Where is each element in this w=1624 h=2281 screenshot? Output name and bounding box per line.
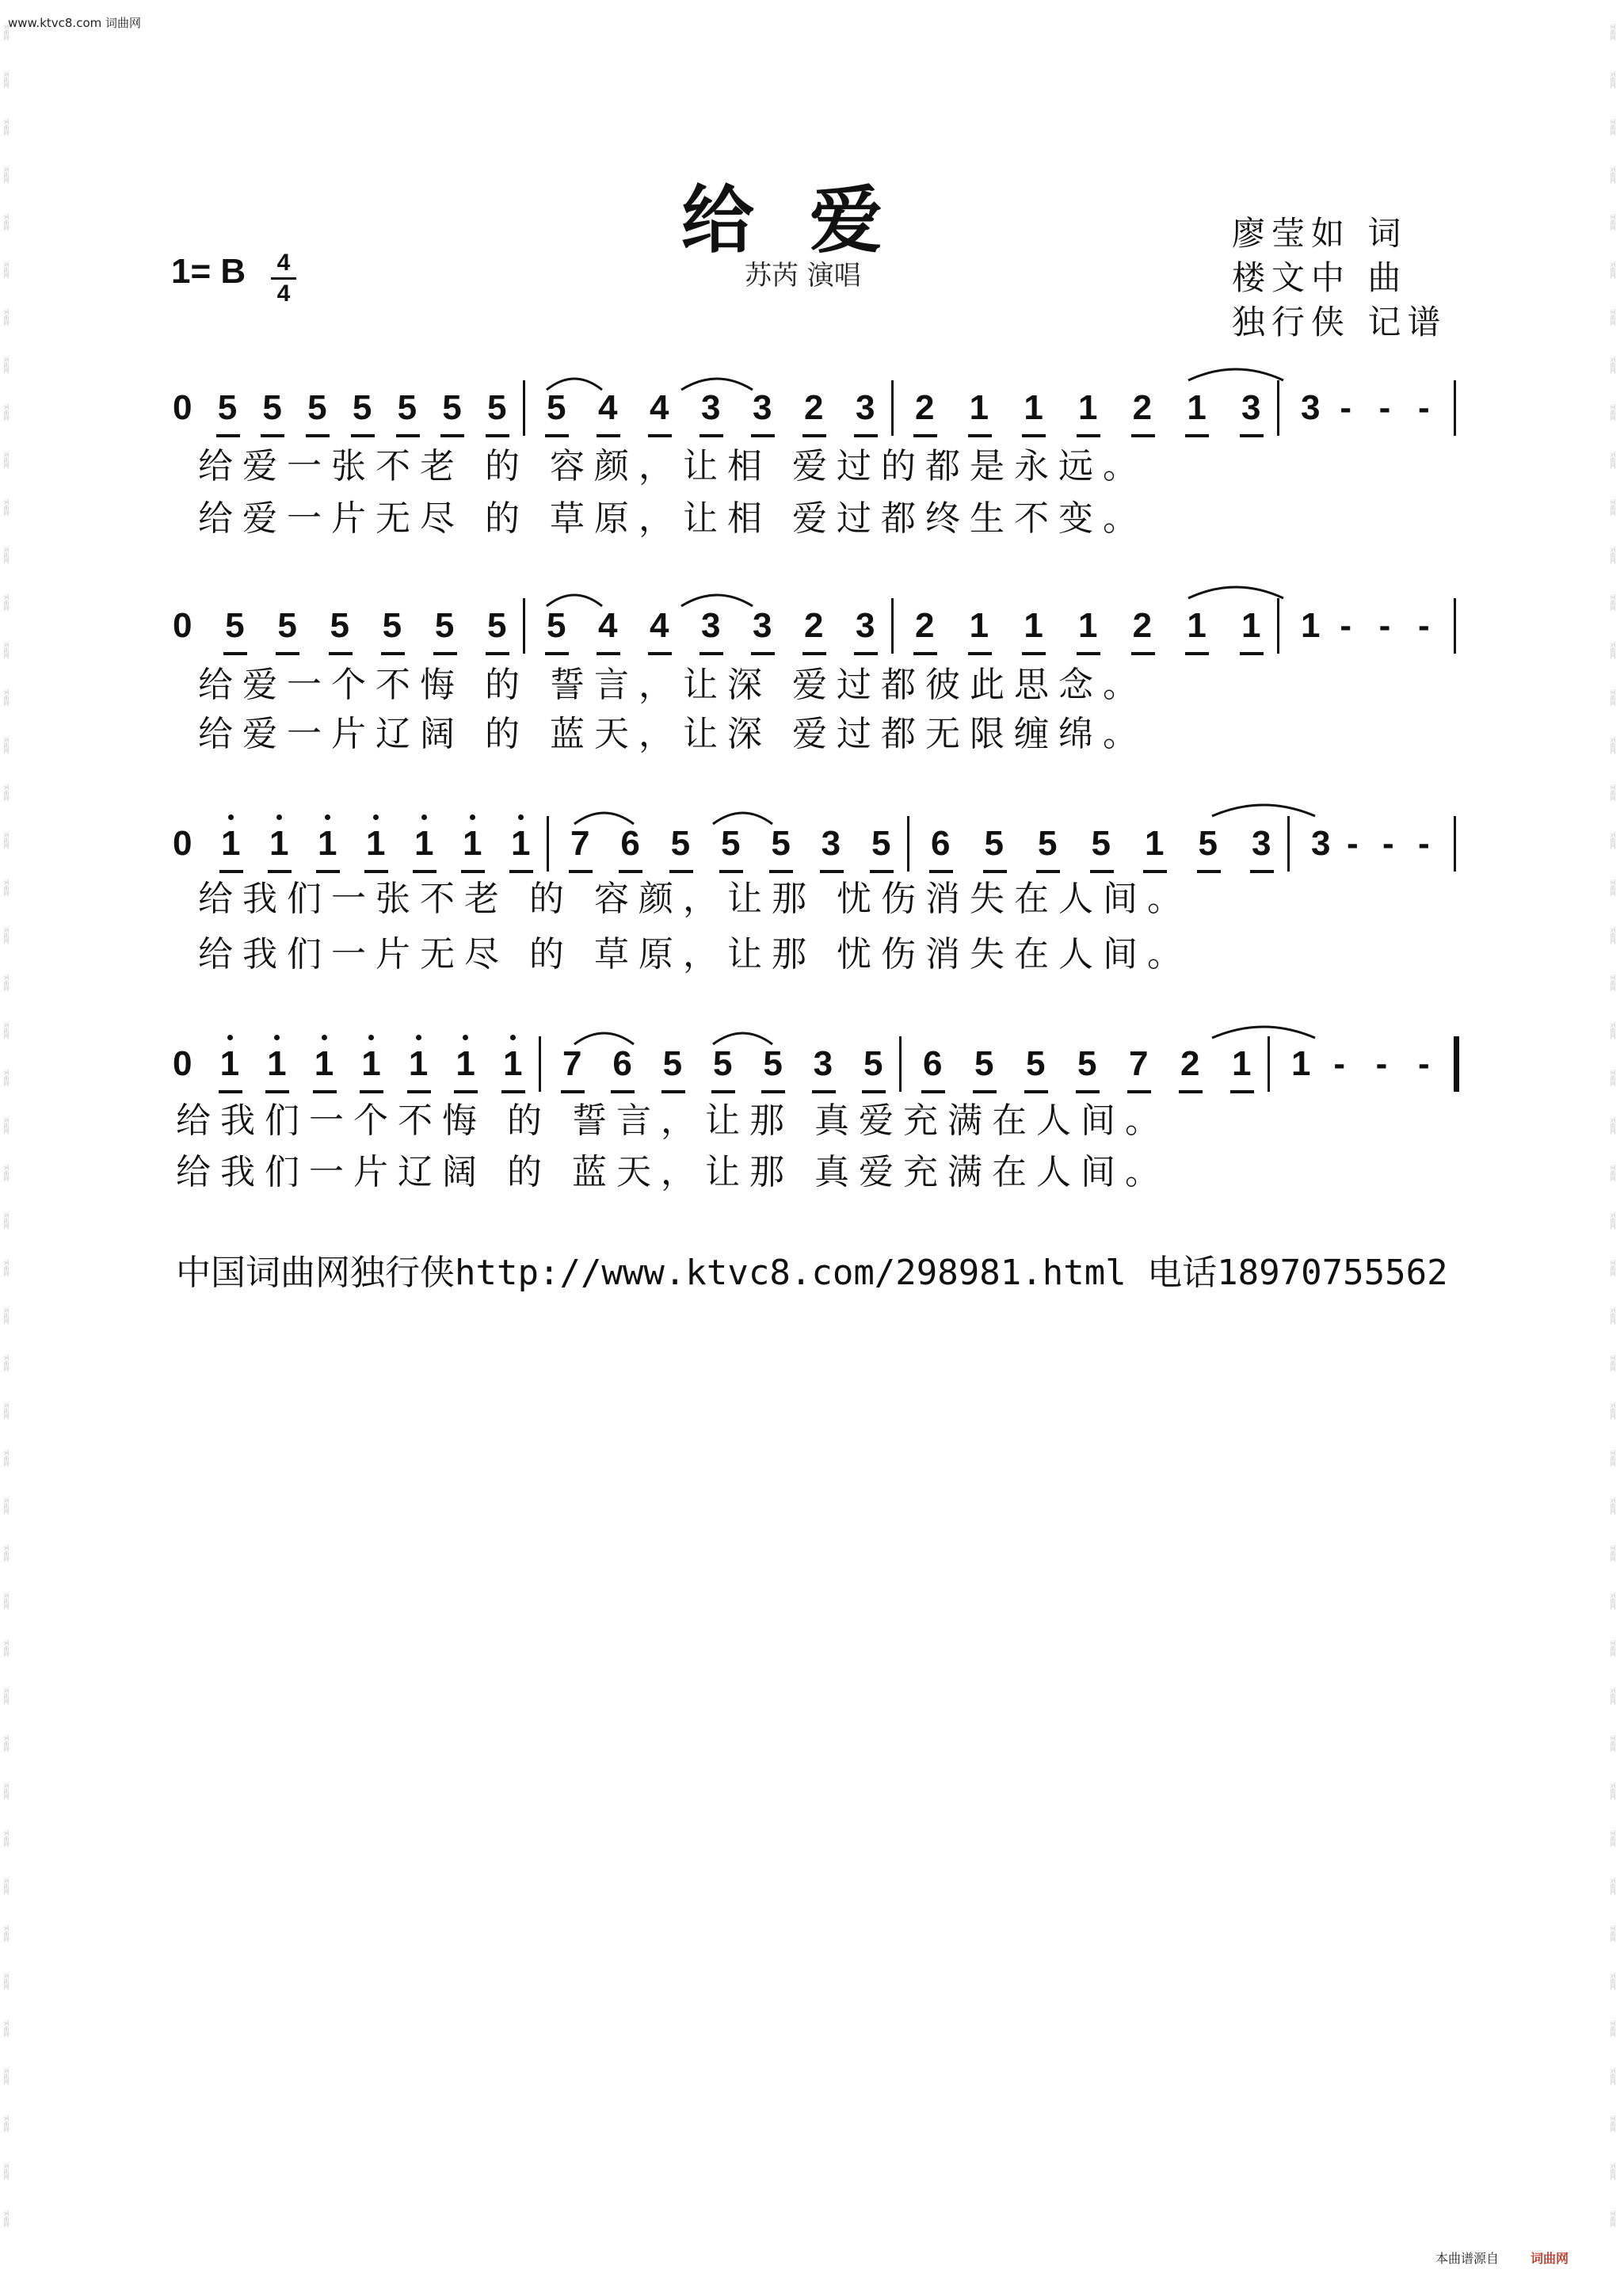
note-underline [381,652,405,655]
bar-line [1277,598,1279,654]
edge-watermark-text: 词曲网 [3,2020,10,2037]
edge-watermark-text: 词曲网 [1610,452,1616,468]
edge-watermark-text: 词曲网 [3,404,10,421]
edge-watermark-text: 词曲网 [3,1307,10,1324]
note: 3 [813,1044,833,1083]
edge-watermark-text: 词曲网 [1610,975,1616,991]
note: 7 [562,1044,582,1083]
edge-watermark-text: 词曲网 [1610,1640,1616,1657]
edge-watermark-text: 词曲网 [1610,927,1616,944]
note: - [1333,1044,1345,1083]
edge-watermark-text: 词曲网 [1610,1355,1616,1371]
note: 2 [1180,1044,1200,1083]
note: - [1378,388,1391,427]
tie-arc [547,595,602,606]
edge-watermark-text: 词曲网 [1610,71,1616,88]
note: 5 [670,824,691,863]
edge-watermark-text: 词曲网 [1610,309,1616,326]
edge-watermark-text: 词曲网 [1610,879,1616,896]
edge-watermark-text: 词曲网 [1610,689,1616,706]
note: 7 [1129,1044,1149,1083]
note: 5 [547,388,566,427]
note-underline [1230,1090,1254,1093]
note: 3 [1241,388,1261,427]
edge-watermark-text: 词曲网 [1610,1212,1616,1229]
note: 5 [1077,1044,1097,1083]
note: 4 [650,388,669,427]
note-underline [1022,652,1046,655]
edge-watermark-text: 词曲网 [3,119,10,135]
note: 3 [856,606,875,645]
note-underline [1077,652,1100,655]
note: 5 [713,1044,733,1083]
edge-watermark-text: 词曲网 [3,689,10,706]
source-note [1435,2249,1569,2267]
note: 5 [225,606,245,645]
high-octave-dot [228,814,234,820]
edge-watermark-text: 词曲网 [3,1070,10,1086]
note: 5 [1026,1044,1046,1083]
song-title: 给爱 [681,177,939,263]
note: 6 [931,824,951,863]
edge-watermark-text: 词曲网 [3,71,10,88]
edge-watermark-text: 词曲网 [1610,261,1616,278]
note: 5 [771,824,791,863]
high-octave-dot [322,1035,327,1040]
bar-line [523,380,525,436]
note: 3 [753,388,772,427]
note: - [1418,606,1430,645]
note-underline [1131,652,1155,655]
note: 1 [1024,606,1043,645]
note: 1 [221,824,241,863]
note: 5 [382,606,402,645]
edge-watermark-text: 词曲网 [1610,1830,1616,1847]
edge-watermark-text: 词曲网 [1610,1070,1616,1086]
edge-watermark-text: 词曲网 [3,832,10,849]
note: 5 [434,606,455,645]
bar-line [547,816,549,872]
note: 5 [721,824,741,863]
edge-watermark-text: 词曲网 [1610,166,1616,183]
edge-watermark-text: 词曲网 [3,1973,10,1989]
note-underline [597,652,620,655]
note: 5 [262,388,282,427]
note: 1 [267,1044,287,1083]
edge-watermark-text: 词曲网 [1610,784,1616,801]
bar-line [1454,816,1456,872]
edge-watermark-text: 词曲网 [1610,2115,1616,2132]
note: 1 [1232,1044,1252,1083]
edge-watermark-text: 词曲网 [3,1212,10,1229]
edge-watermark-text: 词曲网 [3,1878,10,1894]
note-underline [1197,870,1221,873]
edge-watermark-text: 词曲网 [3,499,10,516]
note: 5 [974,1044,994,1083]
edge-watermark-text: 词曲网 [1610,1735,1616,1752]
lyric-line: 给爱一个不悔 的 誓言，让深 爱过都彼此思念。 [198,665,1147,705]
note: 5 [352,388,372,427]
edge-watermark-text: 词曲网 [3,2115,10,2132]
edge-watermark-text: 词曲网 [1610,1973,1616,1989]
note: 1 [269,824,289,863]
note: 1 [969,606,989,645]
note: 1 [361,1044,381,1083]
high-octave-dot [518,814,524,820]
note: 3 [856,388,875,427]
transcriber-credit: 独行侠 记谱 [1232,303,1447,341]
edge-watermark-text: 词曲网 [1610,404,1616,421]
tie-arc [1212,805,1315,816]
bar-line [1454,598,1456,654]
edge-watermark-text: 词曲网 [3,1830,10,1847]
right-edge-watermark [1607,0,1624,2281]
time-signature [271,250,296,307]
edge-watermark-text: 词曲网 [1610,2210,1616,2227]
singer-credit: 苏芮 演唱 [745,260,861,292]
note: 0 [173,606,193,645]
tie-arc [574,1033,634,1044]
bar-line [1287,816,1290,872]
note: 7 [570,824,590,863]
note: 1 [511,824,531,863]
lyric-line: 给我们一片无尽 的 草原，让那 忧伤消失在人间。 [198,934,1191,975]
note: 1 [414,824,434,863]
note: - [1418,1044,1430,1083]
note: 3 [1301,388,1321,427]
edge-watermark-text: 词曲网 [3,1117,10,1134]
edge-watermark-text: 词曲网 [3,1450,10,1467]
edge-watermark-text: 词曲网 [3,2068,10,2085]
note: 5 [863,1044,883,1083]
note: - [1340,388,1351,427]
source-note-text: 本曲谱源自 [1435,2251,1499,2266]
note-underline [1250,870,1274,873]
note: 4 [650,606,669,645]
edge-watermark-text: 词曲网 [3,2210,10,2227]
high-octave-dot [325,814,330,820]
edge-watermark-text: 词曲网 [3,357,10,373]
note: 4 [598,388,618,427]
note-underline [276,652,299,655]
lyric-line: 给我们一片辽阔 的 蓝天，让那 真爱充满在人间。 [176,1152,1169,1192]
edge-watermark-text: 词曲网 [3,1260,10,1276]
high-octave-dot [227,1035,233,1040]
edge-watermark-text: 词曲网 [1610,1260,1616,1276]
edge-watermark-text: 词曲网 [3,452,10,468]
edge-watermark-text: 词曲网 [3,1165,10,1181]
note: 1 [463,824,482,863]
edge-watermark-text: 词曲网 [1610,832,1616,849]
edge-watermark-text: 词曲网 [1610,1925,1616,1942]
tie-arc [1188,587,1283,598]
tie-arc [1212,1027,1315,1038]
edge-watermark-text: 词曲网 [1610,2068,1616,2085]
lyricist-credit: 廖莹如 词 [1232,214,1408,253]
edge-watermark-text: 词曲网 [3,166,10,183]
note-underline [802,652,826,655]
edge-watermark-text: 词曲网 [1610,642,1616,658]
bar-line [891,380,894,436]
note-underline [1185,434,1209,437]
note: 5 [330,606,349,645]
note: 1 [314,1044,334,1083]
note-underline [329,652,353,655]
high-octave-dot [463,1035,468,1040]
edge-watermark-text: 词曲网 [1610,1307,1616,1324]
bar-line [1454,380,1456,436]
edge-watermark-text: 词曲网 [1610,1450,1616,1467]
note: 2 [915,388,935,427]
edge-watermark-text: 词曲网 [3,261,10,278]
note: 6 [612,1044,632,1083]
note: 1 [1241,606,1261,645]
note: 1 [366,824,386,863]
note: - [1418,388,1430,427]
note-underline [223,652,247,655]
edge-watermark-text: 词曲网 [3,594,10,611]
edge-watermark-text: 词曲网 [3,927,10,944]
note: 1 [1024,388,1043,427]
note-underline [854,652,878,655]
bar-line [907,816,909,872]
lyric-line: 给爱一片无尽 的 草原，让相 爱过都终生不变。 [198,498,1147,539]
high-octave-dot [421,814,427,820]
bar-line [539,1036,541,1092]
note: 2 [804,606,824,645]
edge-watermark-text: 词曲网 [3,1688,10,1704]
high-octave-dot [416,1035,421,1040]
lyric-line: 给爱一张不老 的 容颜，让相 爱过的都是永远。 [198,446,1147,486]
note-underline [545,652,569,655]
note-underline [913,652,937,655]
tie-arc [1188,369,1283,380]
note-underline [1185,652,1209,655]
note-underline [648,652,672,655]
note-underline [486,652,509,655]
edge-watermark-text: 词曲网 [3,1497,10,1514]
bar-line [891,598,894,654]
edge-watermark-text: 词曲网 [3,1783,10,1799]
edge-watermark-text: 词曲网 [3,24,10,40]
composer-credit: 楼文中 曲 [1232,258,1408,297]
note: 1 [1301,606,1321,645]
high-octave-dot [276,814,282,820]
edge-watermark-text: 词曲网 [1610,1165,1616,1181]
note: 5 [1091,824,1111,863]
edge-watermark-text: 词曲网 [3,309,10,326]
note: 1 [1078,606,1098,645]
bar-line [1268,1036,1270,1092]
note: 3 [1252,824,1271,863]
note: 5 [277,606,297,645]
note: 5 [442,388,462,427]
note: 1 [408,1044,429,1083]
site-header: www.ktvc8.com 词曲网 [8,16,142,30]
tie-arc [713,813,772,824]
edge-watermark-text: 词曲网 [1610,547,1616,563]
note: - [1340,606,1351,645]
edge-watermark-text: 词曲网 [1610,737,1616,753]
edge-watermark-text: 词曲网 [3,1402,10,1419]
edge-watermark-text: 词曲网 [1610,1402,1616,1419]
note: 1 [1187,388,1207,427]
lyric-line: 给爱一片辽阔 的 蓝天，让深 爱过都无限缠绵。 [198,714,1147,754]
edge-watermark-text: 词曲网 [1610,2163,1616,2180]
bar-line [899,1036,902,1092]
edge-watermark-text: 词曲网 [3,737,10,753]
note: 5 [871,824,891,863]
edge-watermark-text: 词曲网 [3,879,10,896]
note: - [1375,1044,1388,1083]
edge-watermark-text: 词曲网 [1610,119,1616,135]
edge-watermark-text: 词曲网 [3,1545,10,1562]
high-octave-dot [510,1035,516,1040]
note: 5 [487,606,507,645]
note: 6 [620,824,640,863]
high-octave-dot [274,1035,280,1040]
note: - [1418,824,1430,863]
edge-watermark-text: 词曲网 [3,1022,10,1039]
edge-watermark-text: 词曲网 [3,975,10,991]
left-edge-watermark [0,0,17,2281]
edge-watermark-text: 词曲网 [1610,1878,1616,1894]
lyric-line: 给我们一个不悔 的 誓言，让那 真爱充满在人间。 [176,1100,1169,1141]
edge-watermark-text: 词曲网 [3,547,10,563]
note: 5 [397,388,417,427]
note: 5 [217,388,238,427]
note: 3 [1311,824,1331,863]
note-underline [1240,434,1264,437]
note: 4 [598,606,618,645]
note: 5 [487,388,507,427]
time-signature-bottom: 4 [276,280,291,307]
bar-line [1454,1036,1459,1092]
note: 5 [763,1044,783,1083]
note-underline [751,652,775,655]
note: 5 [662,1044,683,1083]
tie-arc [681,595,753,606]
note: 5 [307,388,327,427]
edge-watermark-text: 词曲网 [1610,1545,1616,1562]
edge-watermark-text: 词曲网 [3,2163,10,2180]
note-underline [1240,652,1264,655]
note: 1 [1291,1044,1311,1083]
note: 0 [173,1044,193,1083]
note: - [1347,824,1359,863]
edge-watermark-text: 词曲网 [1610,1022,1616,1039]
edge-watermark-text: 词曲网 [1610,214,1616,231]
note: 0 [173,824,193,863]
note: 3 [701,606,721,645]
note: 1 [503,1044,523,1083]
high-octave-dot [373,814,379,820]
edge-watermark-text: 词曲网 [1610,594,1616,611]
edge-watermark-text: 词曲网 [3,1355,10,1371]
note: 2 [1132,388,1153,427]
edge-watermark-text: 词曲网 [1610,1117,1616,1134]
note-underline [1179,1090,1203,1093]
time-signature-line [271,277,296,280]
footer-link[interactable]: 中国词曲网独行侠http://www.ktvc8.com/298981.html 电话18970755562 [176,1253,1448,1293]
note: 5 [547,606,566,645]
note: 1 [456,1044,475,1083]
tie-arc [713,1033,772,1044]
bar-line [1277,380,1279,436]
edge-watermark-text: 词曲网 [1610,1688,1616,1704]
note-underline [968,652,992,655]
edge-watermark-text: 词曲网 [1610,357,1616,373]
time-signature-top: 4 [276,250,291,276]
note-underline [700,652,723,655]
note: 5 [1038,824,1058,863]
note: 6 [923,1044,943,1083]
edge-watermark-text: 词曲网 [3,1735,10,1752]
tie-arc [574,813,634,824]
edge-watermark-text: 词曲网 [1610,1783,1616,1799]
note: 2 [1132,606,1153,645]
note: 3 [753,606,772,645]
edge-watermark-text: 词曲网 [3,214,10,231]
note: 0 [173,388,193,427]
note: 1 [1078,388,1098,427]
note: 5 [984,824,1004,863]
edge-watermark-text: 词曲网 [3,1925,10,1942]
note: 3 [701,388,721,427]
note: 1 [1187,606,1207,645]
key-signature: 1= B [171,252,246,291]
edge-watermark-text: 词曲网 [1610,2020,1616,2037]
high-octave-dot [368,1035,374,1040]
edge-watermark-text: 词曲网 [1610,499,1616,516]
note-underline [433,652,457,655]
edge-watermark-text: 词曲网 [1610,1593,1616,1609]
edge-watermark-text: 词曲网 [3,642,10,658]
edge-watermark-text: 词曲网 [3,1593,10,1609]
high-octave-dot [470,814,475,820]
note: 1 [318,824,337,863]
note: 3 [821,824,841,863]
edge-watermark-text: 词曲网 [3,1640,10,1657]
note: 1 [1145,824,1165,863]
note: 1 [219,1044,240,1083]
edge-watermark-text: 词曲网 [1610,24,1616,40]
note: 2 [915,606,935,645]
note: 1 [969,388,989,427]
source-brand[interactable]: 词曲网 [1530,2251,1569,2266]
note: - [1378,606,1391,645]
note: 2 [804,388,824,427]
edge-watermark-text: 词曲网 [3,784,10,801]
edge-watermark-text: 词曲网 [1610,1497,1616,1514]
bar-line [523,598,525,654]
lyric-line: 给我们一张不老 的 容颜，让那 忧伤消失在人间。 [198,879,1191,919]
note: - [1382,824,1394,863]
note: 5 [1198,824,1218,863]
